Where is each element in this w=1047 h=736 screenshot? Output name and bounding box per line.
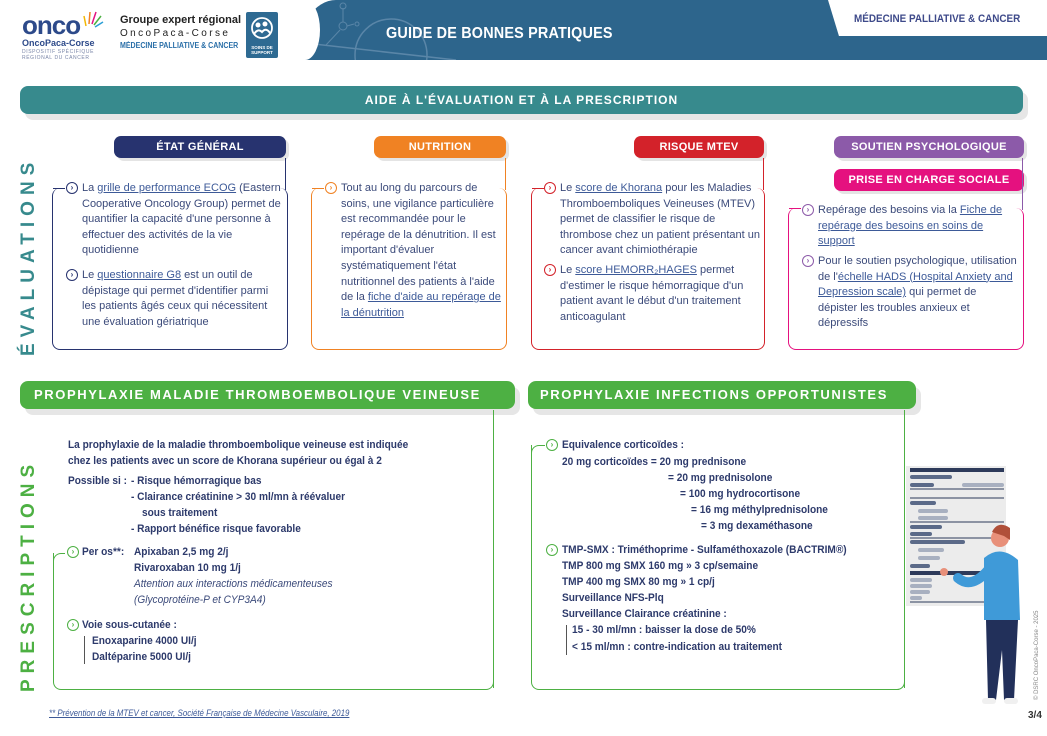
section-banner-title: AIDE À L'ÉVALUATION ET À LA PRESCRIPTION bbox=[364, 93, 679, 107]
drug-item: Rivaroxaban 10 mg 1/j bbox=[134, 562, 241, 574]
sun-rays-icon bbox=[82, 8, 104, 30]
page-title: GUIDE DE BONNES PRATIQUES bbox=[386, 25, 613, 42]
item-text: Le bbox=[82, 269, 98, 281]
ecog-link[interactable]: grille de performance ECOG bbox=[97, 182, 237, 194]
hads-link[interactable]: échelle HADS (Hospital Anxiety and Depression scale) bbox=[818, 270, 1013, 299]
denutrition-link[interactable]: fiche d'aide au repérage de la dénutrition bbox=[341, 291, 501, 319]
possible-label: Possible si : bbox=[68, 475, 128, 487]
connector-line bbox=[53, 188, 65, 189]
list-item bbox=[548, 181, 760, 259]
logo-area bbox=[0, 0, 320, 60]
item-text: permet d'estimer le risque hémorragique d'un patient avant le début d'un traitement anticoagulant bbox=[560, 264, 744, 323]
etat-general-header: ÉTAT GÉNÉRAL bbox=[114, 136, 286, 158]
connector-line bbox=[789, 208, 801, 209]
person-at-board-illustration bbox=[900, 460, 1020, 710]
clairance-item: < 15 ml/mn : contre-indication au traitement bbox=[572, 641, 783, 653]
logo-subtitle bbox=[22, 49, 94, 61]
chevron-right-icon: › bbox=[546, 544, 558, 556]
connector-line bbox=[312, 188, 324, 189]
hemorrhages-link[interactable]: score HEMORR₂HAGES bbox=[575, 264, 697, 276]
warning-text: Attention aux interactions médicamenteuses bbox=[134, 578, 333, 590]
connector-corner bbox=[531, 445, 545, 455]
chevron-right-icon: › bbox=[67, 619, 79, 631]
drug-item: Enoxaparine 4000 UI/j bbox=[92, 635, 197, 647]
chevron-right-icon: › bbox=[802, 255, 814, 267]
bracket-line bbox=[84, 636, 85, 664]
chevron-right-icon: › bbox=[66, 182, 78, 194]
condition-item: sous traitement bbox=[142, 507, 218, 519]
fiche-reperage-link[interactable]: Fiche de repérage des besoins en soins de support bbox=[818, 204, 1003, 248]
item-text: qui permet de dépister les troubles anxieux et dépressifs bbox=[818, 286, 977, 330]
item-text: Tout au long du parcours de soins, une vigilance particulière est recommandée pour le repérage de la dénutrition. Il est important d'évaluer systématiquement l'état nutritionnel des patients à l'aide de la bbox=[341, 182, 496, 304]
logo-sub2: RÉGIONAL DU CANCER bbox=[22, 55, 90, 61]
connector-line bbox=[285, 158, 286, 190]
chevron-right-icon: › bbox=[325, 182, 337, 194]
condition-item: - Clairance créatinine > 30 ml/mn à réévaluer bbox=[131, 491, 346, 503]
list-item bbox=[806, 254, 1018, 332]
item-text: Pour le soutien psychologique, utilisation de l' bbox=[818, 255, 1017, 283]
tmp-item: TMP 800 mg SMX 160 mg » 3 cp/semaine bbox=[562, 560, 759, 572]
prophylaxie-infections-banner: PROPHYLAXIE INFECTIONS OPPORTUNISTES bbox=[528, 381, 916, 409]
logo-name: OncoPaca-Corse bbox=[22, 38, 95, 48]
group-line2: OncoPaca-Corse bbox=[120, 28, 231, 39]
oncopaca-logo bbox=[22, 10, 102, 61]
bracket-line bbox=[566, 625, 567, 655]
section-banner bbox=[20, 86, 1023, 114]
connector-line bbox=[505, 158, 506, 190]
warning-text: (Glycoprotéine-P et CYP3A4) bbox=[134, 594, 266, 606]
item-text: est un outil de dépistage qui permet d'identifier parmi les patients âgés ceux qui nécessitent une évaluation gériatrique bbox=[82, 269, 269, 328]
list-item bbox=[806, 203, 1018, 250]
chevron-right-icon: › bbox=[544, 182, 556, 194]
prophylaxie-mtev-banner: PROPHYLAXIE MALADIE THROMBOEMBOLIQUE VEINEUSE bbox=[20, 381, 515, 409]
connector-line bbox=[763, 158, 764, 190]
mtev-intro-line2: chez les patients avec un score de Khorana supérieur ou égal à 2 bbox=[68, 455, 382, 467]
mtev-intro-line1: La prophylaxie de la maladie thromboembolique veineuse est indiquée bbox=[68, 439, 409, 451]
sc-label: Voie sous-cutanée : bbox=[82, 619, 177, 631]
footnote-link[interactable]: ** Prévention de la MTEV et cancer, Société Française de Médecine Vasculaire, 2019 bbox=[49, 708, 350, 718]
tmp-item: Surveillance Clairance créatinine : bbox=[562, 608, 727, 620]
list-item bbox=[329, 181, 503, 321]
connector-line bbox=[1022, 158, 1023, 210]
chevron-right-icon: › bbox=[66, 269, 78, 281]
drug-item: Daltéparine 5000 UI/j bbox=[92, 651, 192, 663]
item-text: La bbox=[82, 182, 98, 194]
prise-en-charge-sociale-header: PRISE EN CHARGE SOCIALE bbox=[834, 169, 1024, 191]
equiv-item: = 100 mg hydrocortisone bbox=[680, 488, 801, 500]
connector-line bbox=[532, 188, 544, 189]
condition-item: - Rapport bénéfice risque favorable bbox=[131, 523, 301, 535]
group-line1: Groupe expert régional bbox=[120, 14, 242, 26]
connector-corner bbox=[53, 553, 65, 563]
equiv-label: Equivalence corticoïdes : bbox=[562, 439, 685, 451]
logo-sub1: DISPOSITIF SPÉCIFIQUE bbox=[22, 49, 95, 55]
item-text: (Eastern Cooperative Oncology Group) permet de quantifier la capacité d'une personne à effectuer des activités de la vie quotidienne bbox=[82, 182, 281, 257]
prescriptions-label: PRESCRIPTIONS bbox=[18, 458, 39, 692]
list-item bbox=[548, 263, 760, 325]
item-text: pour les Maladies Thromboemboliques Veineuses (MTEV) permet de classifier le risque de thrombose chez un patient présentant un cancer avant chimiothérapie bbox=[560, 182, 760, 257]
chevron-right-icon: › bbox=[544, 264, 556, 276]
badge-line2: SUPPORT bbox=[251, 50, 273, 55]
group-line3: MÉDECINE PALLIATIVE & CANCER bbox=[120, 41, 239, 50]
clairance-item: 15 - 30 ml/mn : baisser la dose de 50% bbox=[572, 624, 756, 636]
page-number: 3/4 bbox=[1028, 710, 1042, 721]
chevron-right-icon: › bbox=[802, 204, 814, 216]
item-text: Le bbox=[560, 182, 576, 194]
equiv-item: = 3 mg dexaméthasone bbox=[701, 520, 813, 532]
risque-mtev-header: RISQUE MTEV bbox=[634, 136, 764, 158]
group-title bbox=[120, 14, 254, 51]
equiv-item: = 16 mg méthylprednisolone bbox=[691, 504, 828, 516]
tmp-smx-label: TMP-SMX : Triméthoprime - Sulfaméthoxazole (BACTRIM®) bbox=[562, 544, 847, 556]
equiv-item: 20 mg corticoïdes = 20 mg prednisone bbox=[562, 456, 747, 468]
soins-de-support-badge bbox=[246, 12, 278, 58]
khorana-link[interactable]: score de Khorana bbox=[575, 182, 663, 194]
badge-line1: SOINS DE bbox=[251, 45, 273, 50]
page-header bbox=[0, 0, 1047, 60]
g8-link[interactable]: questionnaire G8 bbox=[97, 269, 182, 281]
drug-item: Apixaban 2,5 mg 2/j bbox=[134, 546, 229, 558]
chevron-right-icon: › bbox=[546, 439, 558, 451]
chevron-right-icon: › bbox=[67, 546, 79, 558]
list-item bbox=[70, 268, 284, 330]
people-circle-icon bbox=[246, 14, 278, 44]
per-os-label: Per os**: bbox=[82, 546, 125, 558]
list-item bbox=[70, 181, 284, 259]
nutrition-header: NUTRITION bbox=[374, 136, 506, 158]
tmp-item: Surveillance NFS-Plq bbox=[562, 592, 664, 604]
equiv-item: = 20 mg prednisolone bbox=[668, 472, 773, 484]
condition-item: - Risque hémorragique bas bbox=[131, 475, 262, 487]
soutien-psychologique-header: SOUTIEN PSYCHOLOGIQUE bbox=[834, 136, 1024, 158]
header-category: MÉDECINE PALLIATIVE & CANCER bbox=[854, 13, 1021, 25]
badge-text bbox=[246, 45, 278, 55]
logo-word: onco bbox=[22, 10, 81, 40]
copyright: © DSRC OncoPaca-Corse - 2025 bbox=[1034, 610, 1040, 700]
item-text: Repérage des besoins via la bbox=[818, 204, 960, 216]
evaluations-label: ÉVALUATIONS bbox=[18, 156, 39, 356]
tmp-item: TMP 400 mg SMX 80 mg » 1 cp/j bbox=[562, 576, 715, 588]
item-text: Le bbox=[560, 264, 576, 276]
